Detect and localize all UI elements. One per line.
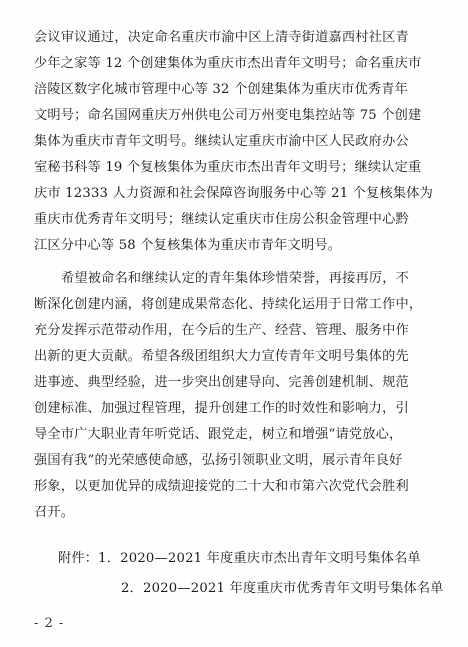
paragraph-2-line: 断深化创建内涵，将创建成果常态化、持续化运用于日常工作中， [34, 297, 423, 312]
paragraph-1-line: 涪陵区数字化城市管理中心等 32 个创建集体为重庆市优秀青年 [34, 82, 409, 97]
paragraph-1-line: 少年之家等 12 个创建集体为重庆市杰出青年文明号；命名重庆市 [34, 56, 422, 71]
attachment-line-2: 2．2020—2021 年度重庆市优秀青年文明号集体名单 [121, 581, 444, 596]
paragraph-1-line: 江区分中心等 58 个复核集体为重庆市青年文明号。 [34, 238, 342, 253]
paragraph-2-line: 进事迹、典型经验，进一步突出创建导向、完善创建机制、规范 [34, 375, 409, 390]
paragraph-1-line: 文明号；命名国网重庆万州供电公司万州变电集控站等 75 个创建 [34, 108, 422, 123]
paragraph-1-line: 会议审议通过，决定命名重庆市渝中区上清寺街道嘉西村社区青 [34, 30, 409, 45]
paragraph-2-line: 希望被命名和继续认定的青年集体珍惜荣誉，再接再厉，不 [61, 271, 410, 286]
paragraph-1-line: 室秘书科等 19 个复核集体为重庆市杰出青年文明号；继续认定重 [34, 160, 422, 175]
paragraph-2-line: 充分发挥示范带动作用，在今后的生产、经营、管理、服务中作 [34, 323, 409, 338]
page-number: - 2 - [34, 616, 65, 631]
paragraph-1-line: 庆市 12333 人力资源和社会保障咨询服务中心等 21 个复核集体为 [34, 186, 433, 201]
paragraph-2-line: 强国有我”的光荣感使命感，弘扬引领职业文明，展示青年良好 [34, 453, 403, 468]
paragraph-2-line: 召开。 [34, 505, 75, 520]
paragraph-1-line: 集体为重庆市青年文明号。继续认定重庆市渝中区人民政府办公 [34, 134, 409, 149]
paragraph-2-line: 导全市广大职业青年听党话、跟党走，树立和增强“请党放心， [34, 427, 403, 442]
paragraph-1-line: 重庆市优秀青年文明号；继续认定重庆市住房公积金管理中心黔 [34, 212, 409, 227]
paragraph-2-line: 创建标准、加强过程管理，提升创建工作的时效性和影响力，引 [34, 401, 409, 416]
paragraph-2-line: 出新的更大贡献。希望各级团组织大力宣传青年文明号集体的先 [34, 349, 409, 364]
paragraph-2-line: 形象，以更加优异的成绩迎接党的二十大和市第六次党代会胜利 [34, 479, 409, 494]
attachment-line-1: 附件：1．2020—2021 年度重庆市杰出青年文明号集体名单 [58, 551, 421, 566]
